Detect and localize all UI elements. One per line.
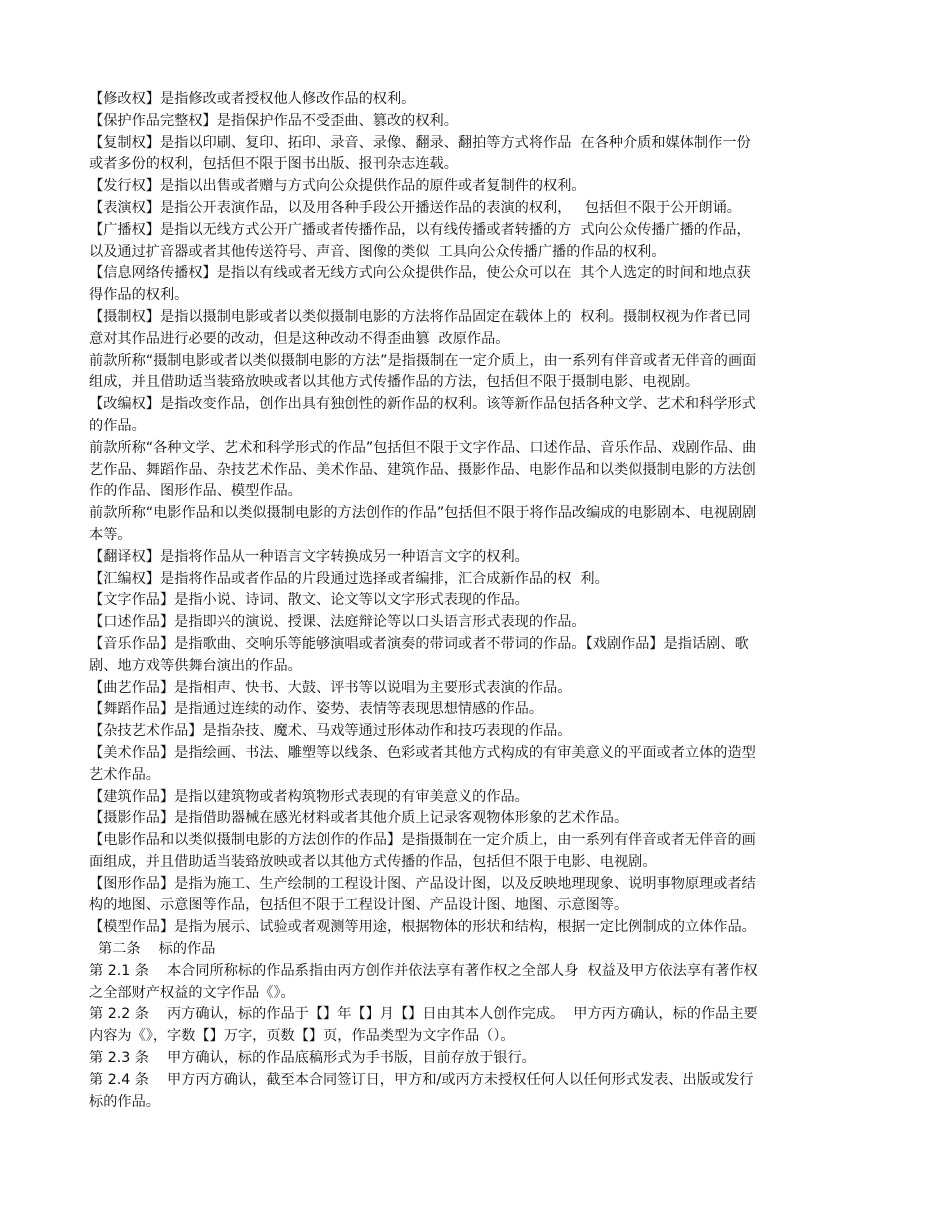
text-line: 【图形作品】是指为施工、生产绘制的工程设计图、产品设计图，以及反映地理现象、说明事物原理或者结 (89, 875, 756, 892)
paragraph (89, 133, 861, 177)
text-line: 剧、地方戏等供舞台演出的作品。 (89, 657, 302, 674)
paragraph (89, 634, 861, 678)
text-line: 内容为《》，字数【】万字，页数【】页，作品类型为文字作品（）。 (89, 1028, 515, 1045)
text-line: 艺术作品。 (89, 766, 160, 783)
text-line: 第 2.4 条 甲方丙方确认，截至本合同签订日，甲方和/或丙方未授权任何人以任何形式发表、出版或发行 (89, 1071, 754, 1088)
paragraph (89, 787, 861, 809)
paragraph (89, 874, 861, 918)
paragraph (89, 1004, 861, 1048)
paragraph (89, 351, 861, 395)
text-line: 【美术作品】是指绘画、书法、雕塑等以线条、色彩或者其他方式构成的有审美意义的平面或者立体的造型 (89, 744, 756, 761)
text-line: 或者多份的权利，包括但不限于图书出版、报刊杂志连载。 (89, 156, 458, 173)
text-line: 【摄影作品】是指借助器械在感光材料或者其他介质上记录客观物体形象的艺术作品。 (89, 810, 629, 827)
text-line: 构的地图、示意图等作品，包括但不限于工程设计图、产品设计图、地图、示意图等。 (89, 897, 629, 914)
paragraph (89, 111, 861, 133)
paragraph (89, 699, 861, 721)
text-line: 第 2.1 条 本合同所称标的作品系指由丙方创作并依法享有著作权之全部人身 权益及甲方依法享有著作权 (89, 962, 758, 979)
text-line: 面组成，并且借助适当装臵放映或者以其他方式传播的作品，包括但不限于电影、电视剧。 (89, 853, 657, 870)
paragraph (89, 394, 861, 438)
text-line: 之全部财产权益的文字作品《》。 (89, 984, 295, 1001)
paragraph (89, 176, 861, 198)
paragraph (89, 263, 861, 307)
text-line: 【发行权】是指以出售或者赠与方式向公众提供作品的原件或者复制件的权利。 (89, 178, 586, 195)
paragraph (89, 569, 861, 591)
text-line: 【汇编权】是指将作品或者作品的片段通过选择或者编排，汇合成新作品的权 利。 (89, 570, 609, 587)
text-line: 【建筑作品】是指以建筑物或者构筑物形式表现的有审美意义的作品。 (89, 788, 529, 805)
paragraph (89, 830, 861, 874)
text-line: 以及通过扩音器或者其他传送符号、声音、图像的类似 工具向公众传播广播的作品的权利。 (89, 243, 666, 260)
paragraph (89, 612, 861, 634)
text-line: 前款所称“摄制电影或者以类似摄制电影的方法”是指摄制在一定介质上，由一系列有伴音或者无伴音的画面 (89, 352, 757, 369)
text-line: 【翻译权】是指将作品从一种语言文字转换成另一种语言文字的权利。 (89, 548, 529, 565)
text-line: 前款所称“各种文学、艺术和科学形式的作品”包括但不限于文字作品、口述作品、音乐作品、戏剧作品、曲 (89, 439, 757, 456)
paragraph (89, 590, 861, 612)
paragraph (89, 917, 861, 939)
paragraph (89, 678, 861, 700)
document-page (89, 89, 861, 1113)
paragraph (89, 939, 861, 961)
text-line: 【曲艺作品】是指相声、快书、大鼓、评书等以说唱为主要形式表演的作品。 (89, 679, 572, 696)
text-line: 艺作品、舞蹈作品、杂技艺术作品、美术作品、建筑作品、摄影作品、电影作品和以类似摄制电影的方法创 (89, 461, 756, 478)
text-line: 组成，并且借助适当装臵放映或者以其他方式传播作品的方法，包括但不限于摄制电影、电视剧。 (89, 374, 700, 391)
text-line: 【音乐作品】是指歌曲、交响乐等能够演唱或者演奏的带词或者不带词的作品。【戏剧作品】是指话剧、歌 (89, 635, 749, 652)
text-line: 前款所称“电影作品和以类似摄制电影的方法创作的作品”包括但不限于将作品改编成的电影剧本、电视剧剧 (89, 505, 757, 522)
text-line: 【复制权】是指以印刷、复印、拓印、录音、录像、翻录、翻拍等方式将作品 在各种介质和媒体制作一份 (89, 134, 751, 151)
text-line: 【口述作品】是指即兴的演说、授课、法庭辩论等以口头语言形式表现的作品。 (89, 614, 586, 631)
text-line: 第二条 标的作品 (89, 941, 216, 958)
text-line: 【杂技艺术作品】是指杂技、魔术、马戏等通过形体动作和技巧表现的作品。 (89, 723, 572, 740)
text-line: 作的作品、图形作品、模型作品。 (89, 483, 302, 500)
paragraph (89, 503, 861, 547)
text-line: 【信息网络传播权】是指以有线或者无线方式向公众提供作品，使公众可以在 其个人选定的时间和地点获 (89, 265, 751, 282)
text-line: 【改编权】是指改变作品，创作出具有独创性的新作品的权利。该等新作品包括各种文学、艺术和科学形式 (89, 396, 756, 413)
paragraph (89, 89, 861, 111)
text-line: 得作品的权利。 (89, 287, 189, 304)
text-line: 【修改权】是指修改或者授权他人修改作品的权利。 (89, 91, 416, 107)
paragraph (89, 961, 861, 1005)
paragraph (89, 198, 861, 220)
text-line: 【表演权】是指公开表演作品，以及用各种手段公开播送作品的表演的权利， 包括但不限于公开朗诵。 (89, 199, 741, 216)
paragraph (89, 438, 861, 503)
paragraph (89, 307, 861, 351)
text-line: 标的作品。 (89, 1093, 160, 1110)
text-line: 本等。 (89, 526, 132, 543)
text-line: 意对其作品进行必要的改动，但是这种改动不得歪曲篡 改原作品。 (89, 330, 510, 347)
text-line: 【模型作品】是指为展示、试验或者观测等用途，根据物体的形状和结构，根据一定比例制成的立体作品。 (89, 919, 756, 936)
paragraph (89, 1048, 861, 1070)
paragraph (89, 1070, 861, 1114)
text-line: 【电影作品和以类似摄制电影的方法创作的作品】是指摄制在一定介质上，由一系列有伴音或者无伴音的画 (89, 832, 756, 849)
text-line: 【文字作品】是指小说、诗词、散文、论文等以文字形式表现的作品。 (89, 592, 529, 609)
text-line: 【摄制权】是指以摄制电影或者以类似摄制电影的方法将作品固定在载体上的 权利。摄制权视为作者已同 (89, 308, 751, 325)
paragraph (89, 808, 861, 830)
text-line: 【广播权】是指以无线方式公开广播或者传播作品，以有线传播或者转播的方 式向公众传播广播的作品， (89, 221, 751, 238)
paragraph (89, 721, 861, 743)
paragraph (89, 743, 861, 787)
text-line: 第 2.2 条 丙方确认，标的作品于【】年【】月【】日由其本人创作完成。 甲方丙方确认，标的作品主要 (89, 1006, 758, 1023)
paragraph (89, 547, 861, 569)
text-line: 【舞蹈作品】是指通过连续的动作、姿势、表情等表现思想情感的作品。 (89, 701, 544, 718)
paragraph (89, 220, 861, 264)
text-line: 第 2.3 条 甲方确认，标的作品底稿形式为手书版，目前存放于银行。 (89, 1050, 536, 1067)
text-line: 的作品。 (89, 417, 146, 434)
text-line: 【保护作品完整权】是指保护作品不受歪曲、篡改的权利。 (89, 112, 458, 129)
